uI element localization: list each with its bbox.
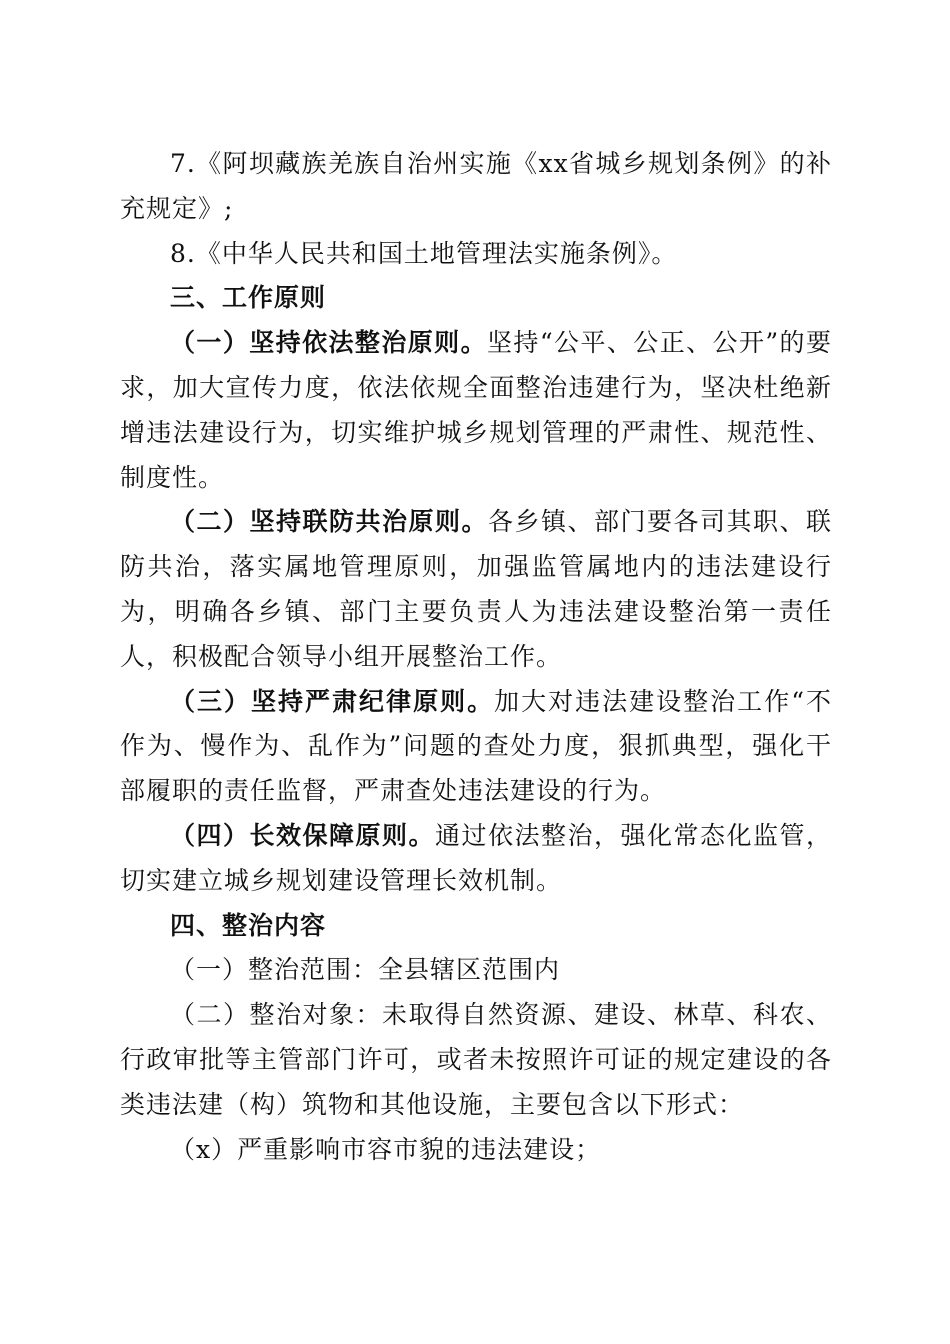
document-body — [120, 142, 832, 1172]
principle-1-lead: （一）坚持依法整治原则。 — [170, 328, 487, 358]
principle-4-text: 通过依法整治，强化常态化监管，切实建立城乡规划建设管理长效机制。 — [120, 820, 832, 895]
target-paragraph: （二）整治对象：未取得自然资源、建设、林草、科农、行政审批等主管部门许可，或者未按照许可证的规定建设的各类违法建（构）筑物和其他设施，主要包含以下形式： — [120, 1000, 832, 1119]
regulation-item-7: 7.《阿坝藏族羌族自治州实施《xx省城乡规划条例》的补充规定》; — [120, 149, 832, 223]
principle-4-lead: （四）长效保障原则。 — [170, 820, 435, 850]
principle-4 — [120, 814, 832, 904]
principle-1 — [120, 321, 832, 500]
principle-3-lead: （三）坚持严肃纪律原则。 — [170, 686, 495, 716]
principle-2-lead: （二）坚持联防共治原则。 — [170, 507, 488, 537]
regulation-item-8: 8.《中华人民共和国土地管理法实施条例》。 — [170, 238, 678, 268]
principle-2 — [120, 500, 832, 679]
principle-3-text: 加大对违法建设整治工作“不作为、慢作为、乱作为”问题的查处力度，狠抓典型，强化干部履职的责任监督，严肃查处违法建设的行为。 — [120, 686, 832, 806]
section-4-heading: 四、整治内容 — [170, 910, 327, 940]
principle-1-text: 坚持“公平、公正、公开”的要求，加大宣传力度，依法依规全面整治违建行为，坚决杜绝新增违法建设行为，切实维护城乡规划管理的严肃性、规范性、制度性。 — [120, 328, 832, 492]
principle-2-text: 各乡镇、部门要各司其职、联防共治，落实属地管理原则，加强监管属地内的违法建设行为，明确各乡镇、部门主要负责人为违法建设整治第一责任人，积极配合领导小组开展整治工作。 — [120, 507, 832, 671]
section-3-heading: 三、工作原则 — [170, 283, 327, 313]
principle-3 — [120, 680, 832, 814]
form-item-1: （x）严重影响市容市貌的违法建设； — [170, 1134, 602, 1164]
scope-paragraph: （一）整治范围：全县辖区范围内 — [170, 955, 561, 985]
